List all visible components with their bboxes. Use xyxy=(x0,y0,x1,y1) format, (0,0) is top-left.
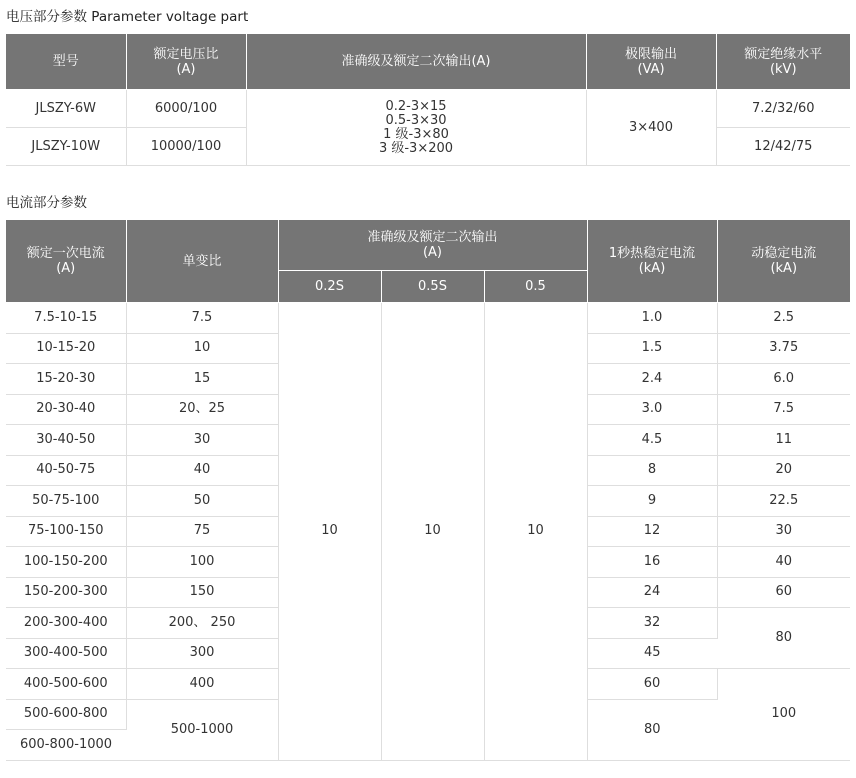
dynamic-cell: 60 xyxy=(717,577,850,608)
primary-cell: 40-50-75 xyxy=(6,455,126,486)
thermal-cell: 9 xyxy=(587,486,717,517)
ratio-cell: 15 xyxy=(126,364,278,395)
model-cell: JLSZY-6W xyxy=(6,90,126,128)
primary-cell: 300-400-500 xyxy=(6,638,126,669)
dynamic-cell: 7.5 xyxy=(717,394,850,425)
header-thermal-current: 1秒热稳定电流 (kA) xyxy=(587,220,717,303)
ratio-cell: 100 xyxy=(126,547,278,578)
header-model: 型号 xyxy=(6,34,126,90)
dynamic-cell: 11 xyxy=(717,425,850,456)
thermal-cell: 1.0 xyxy=(587,303,717,334)
header-class-0-5s: 0.5S xyxy=(381,271,484,303)
ratio-cell: 200、 250 xyxy=(126,608,278,639)
thermal-cell: 45 xyxy=(587,638,717,669)
thermal-cell-merged: 80 xyxy=(587,699,717,760)
thermal-cell: 2.4 xyxy=(587,364,717,395)
dynamic-cell: 30 xyxy=(717,516,850,547)
thermal-cell: 12 xyxy=(587,516,717,547)
header-voltage-ratio: 额定电压比 (A) xyxy=(126,34,246,90)
header-insulation-level: 额定绝缘水平 (kV) xyxy=(716,34,850,90)
header-single-ratio: 单变比 xyxy=(126,220,278,303)
thermal-cell: 32 xyxy=(587,608,717,639)
voltage-section-title: 电压部分参数 Parameter voltage part xyxy=(6,9,249,25)
current-parameter-table xyxy=(6,220,850,761)
insulation-cell: 12/42/75 xyxy=(716,128,850,166)
dynamic-cell: 40 xyxy=(717,547,850,578)
ratio-cell: 10 xyxy=(126,333,278,364)
dynamic-cell: 22.5 xyxy=(717,486,850,517)
table-row xyxy=(6,303,850,334)
primary-cell: 10-15-20 xyxy=(6,333,126,364)
thermal-cell: 4.5 xyxy=(587,425,717,456)
ratio-cell: 150 xyxy=(126,577,278,608)
thermal-cell: 8 xyxy=(587,455,717,486)
ratio-cell: 30 xyxy=(126,425,278,456)
ratio-cell: 75 xyxy=(126,516,278,547)
primary-cell: 200-300-400 xyxy=(6,608,126,639)
thermal-cell: 3.0 xyxy=(587,394,717,425)
primary-cell: 75-100-150 xyxy=(6,516,126,547)
primary-cell: 500-600-800 xyxy=(6,699,126,730)
ratio-cell-merged: 500-1000 xyxy=(126,699,278,760)
primary-cell: 600-800-1000 xyxy=(6,730,126,761)
primary-cell: 20-30-40 xyxy=(6,394,126,425)
primary-cell: 400-500-600 xyxy=(6,669,126,700)
thermal-cell: 16 xyxy=(587,547,717,578)
thermal-cell: 24 xyxy=(587,577,717,608)
header-class-0-5: 0.5 xyxy=(484,271,587,303)
primary-cell: 30-40-50 xyxy=(6,425,126,456)
header-rated-primary-current: 额定一次电流 (A) xyxy=(6,220,126,303)
primary-cell: 150-200-300 xyxy=(6,577,126,608)
ratio-cell: 6000/100 xyxy=(126,90,246,128)
dynamic-cell: 3.75 xyxy=(717,333,850,364)
table-row xyxy=(6,90,850,128)
primary-cell: 100-150-200 xyxy=(6,547,126,578)
primary-cell: 7.5-10-15 xyxy=(6,303,126,334)
dynamic-cell-merged-80: 80 xyxy=(717,608,850,669)
dynamic-cell: 6.0 xyxy=(717,364,850,395)
current-section-title: 电流部分参数 xyxy=(6,195,87,211)
ratio-cell: 40 xyxy=(126,455,278,486)
accuracy-0-2s-cell: 10 xyxy=(278,303,381,761)
header-dynamic-current: 动稳定电流 (kA) xyxy=(717,220,850,303)
primary-cell: 50-75-100 xyxy=(6,486,126,517)
voltage-parameter-table xyxy=(6,34,850,166)
header-class-0-2s: 0.2S xyxy=(278,271,381,303)
ratio-cell: 50 xyxy=(126,486,278,517)
limit-output-cell: 3×400 xyxy=(586,90,716,166)
dynamic-cell-merged-100: 100 xyxy=(717,669,850,761)
ratio-cell: 10000/100 xyxy=(126,128,246,166)
accuracy-0-5s-cell: 10 xyxy=(381,303,484,761)
primary-cell: 15-20-30 xyxy=(6,364,126,395)
ratio-cell: 7.5 xyxy=(126,303,278,334)
accuracy-output-cell: 0.2-3×15 0.5-3×30 1 级-3×80 3 级-3×200 xyxy=(246,90,586,166)
header-limit-output: 极限输出 (VA) xyxy=(586,34,716,90)
ratio-cell: 300 xyxy=(126,638,278,669)
accuracy-0-5-cell: 10 xyxy=(484,303,587,761)
dynamic-cell: 2.5 xyxy=(717,303,850,334)
thermal-cell: 60 xyxy=(587,669,717,700)
ratio-cell: 20、25 xyxy=(126,394,278,425)
insulation-cell: 7.2/32/60 xyxy=(716,90,850,128)
ratio-cell: 400 xyxy=(126,669,278,700)
dynamic-cell: 20 xyxy=(717,455,850,486)
header-accuracy-output: 准确级及额定二次输出(A) xyxy=(246,34,586,90)
model-cell: JLSZY-10W xyxy=(6,128,126,166)
header-accuracy-output: 准确级及额定二次输出 (A) xyxy=(278,220,587,271)
thermal-cell: 1.5 xyxy=(587,333,717,364)
